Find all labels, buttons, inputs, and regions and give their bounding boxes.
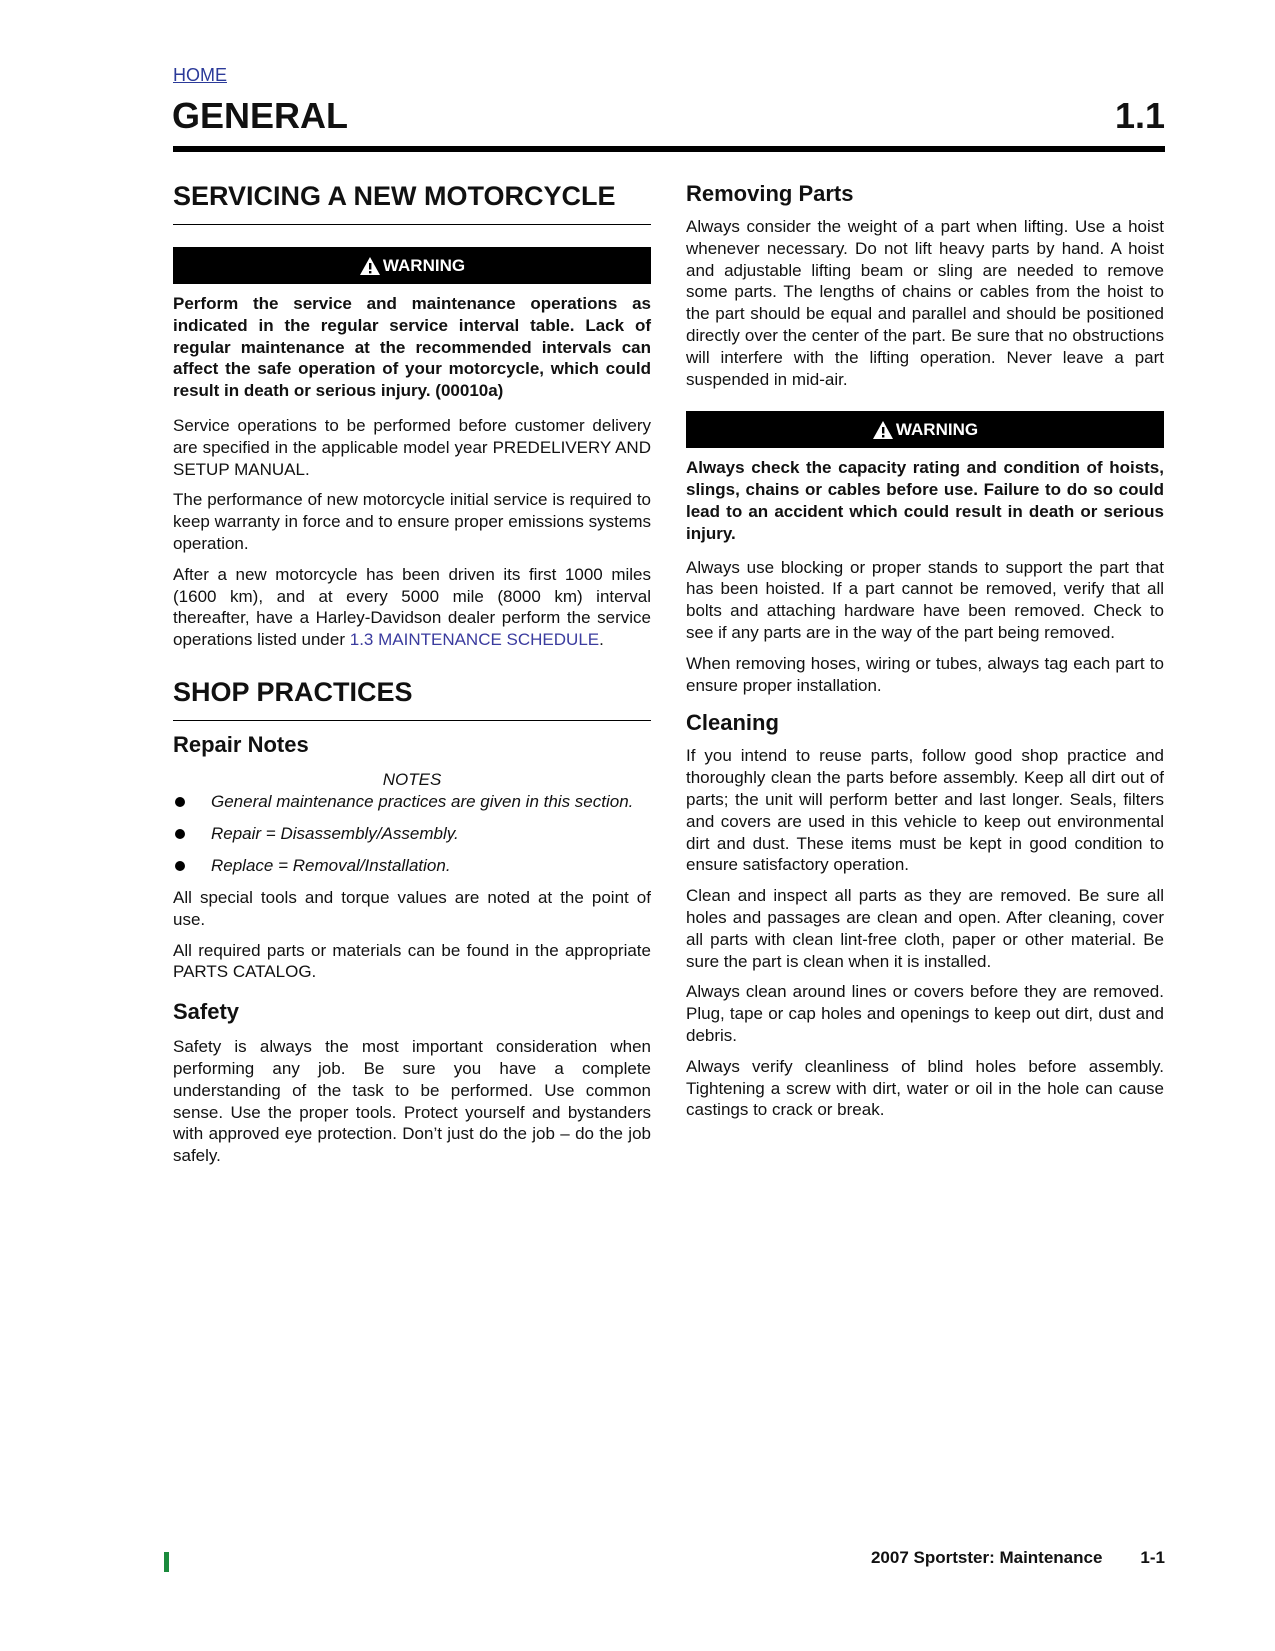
- footer-marker: [164, 1552, 169, 1572]
- warning-text: Always check the capacity rating and condition of hoists, slings, chains or cables before use. Failure to do so could lead to an accident which could result in death or serious injury.: [686, 458, 1164, 543]
- paragraph: All special tools and torque values are noted at the point of use.: [173, 887, 651, 929]
- chapter-number: 1.1: [1114, 95, 1165, 136]
- removing-parts-heading: Removing Parts: [686, 181, 854, 206]
- bullet-icon: [175, 861, 185, 871]
- warning-label: WARNING: [895, 419, 979, 439]
- paragraph: All required parts or materials can be found in the appropriate PARTS CATALOG.: [173, 940, 651, 982]
- warning-triangle-icon: [359, 256, 381, 276]
- footer-page-number: 1-1: [1140, 1548, 1165, 1567]
- paragraph: Always clean around lines or covers before they are removed. Plug, tape or cap holes and openings to keep out dirt, dust and debris.: [686, 982, 1164, 1045]
- left-column: [173, 180, 651, 1176]
- shop-practices-heading: SHOP PRACTICES: [173, 676, 651, 721]
- warning-text: Perform the service and maintenance operations as indicated in the regular service interval table. Lack of regular maintenance at the recommended intervals can affect the safe operation of your motorcycle, which could result in death or serious injury. (00010a): [173, 294, 651, 401]
- maintenance-schedule-link[interactable]: 1.3 MAINTENANCE SCHEDULE: [349, 630, 600, 650]
- bullet-icon: [175, 829, 185, 839]
- note-item: [173, 823, 651, 845]
- bullet-icon: [175, 797, 185, 807]
- paragraph: When removing hoses, wiring or tubes, always tag each part to ensure proper installation.: [686, 653, 1164, 695]
- repair-notes-heading: Repair Notes: [173, 731, 309, 757]
- note-item: [173, 791, 651, 813]
- chapter-title: GENERAL: [172, 95, 349, 136]
- paragraph: Always verify cleanliness of blind holes before assembly. Tightening a screw with dirt, water or oil in the hole can cause castings to crack or break.: [686, 1056, 1164, 1120]
- note-text: Replace = Removal/Installation.: [211, 855, 451, 875]
- right-column: [686, 180, 1164, 1130]
- footer: [871, 1548, 1165, 1568]
- header-rule: [173, 146, 1165, 152]
- warning-triangle-icon: [872, 420, 894, 440]
- warning-label: WARNING: [382, 255, 466, 275]
- paragraph: Clean and inspect all parts as they are removed. Be sure all holes and passages are clean and open. After cleaning, cover all parts with clean lint-free cloth, paper or other material. Be sure the part is clean when it is installed.: [686, 886, 1164, 971]
- paragraph-end: .: [599, 630, 604, 650]
- warning-banner: [686, 411, 1164, 448]
- paragraph: Service operations to be performed before customer delivery are specified in the applicable model year PREDELIVERY AND SETUP MANUAL.: [173, 415, 651, 479]
- paragraph: Always consider the weight of a part when lifting. Use a hoist whenever necessary. Do not lift heavy parts by hand. A hoist and adjustable lifting beam or sling are needed to remove some parts. The lengths of chains or cables from the hoist to the part should be equal and parallel and should be positioned directly over the center of the part. Be sure that no obstructions will interfere with the lifting operation. Never leave a part suspended in mid-air.: [686, 217, 1164, 389]
- safety-heading: Safety: [173, 999, 240, 1025]
- cleaning-heading: Cleaning: [686, 710, 779, 736]
- servicing-heading: SERVICING A NEW MOTORCYCLE: [173, 180, 651, 225]
- paragraph-with-link: [173, 564, 651, 651]
- paragraph: Safety is always the most important consideration when performing any job. Be sure you have a complete understanding of the task to be performed. Use common sense. Use the proper tools. Protect yourself and bystanders with approved eye protection. Don’t just do the job – do the job safely.: [173, 1037, 651, 1166]
- footer-manual-title: 2007 Sportster: Maintenance: [870, 1548, 1103, 1567]
- warning-banner: [173, 247, 651, 284]
- note-item: [173, 855, 651, 877]
- paragraph: If you intend to reuse parts, follow good shop practice and thoroughly clean the parts before assembly. Keep all dirt out of parts; the unit will perform better and last longer. Seals, filters and covers are used in this vehicle to keep out environmental dirt and dust. These items must be kept in good condition to ensure satisfactory operation.: [686, 746, 1164, 875]
- notes-title: NOTES: [382, 769, 442, 789]
- note-text: General maintenance practices are given in this section.: [211, 791, 634, 811]
- paragraph: The performance of new motorcycle initial service is required to keep warranty in force and to ensure proper emissions systems operation.: [173, 490, 651, 553]
- paragraph-text: After a new motorcycle has been driven its first 1000 miles (1600 km), and at every 5000 mile (8000 km) interval thereafter, have a Harley-Davidson dealer perform the service operations listed under: [173, 564, 651, 650]
- notes-list: [173, 791, 651, 877]
- paragraph: Always use blocking or proper stands to support the part that has been hoisted. If a part cannot be removed, verify that all bolts and attaching hardware have been removed. Check to see if any parts are in the way of the part being removed.: [686, 557, 1164, 642]
- home-link[interactable]: HOME: [173, 65, 227, 85]
- note-text: Repair = Disassembly/Assembly.: [211, 823, 459, 843]
